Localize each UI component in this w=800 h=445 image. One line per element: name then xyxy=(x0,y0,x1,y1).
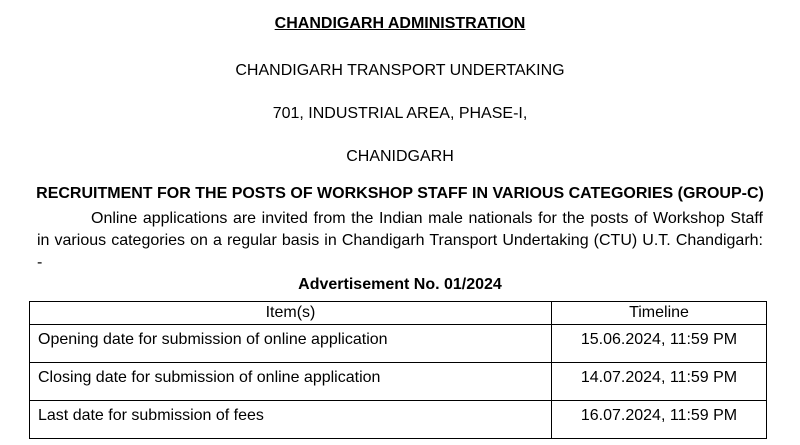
column-header-timeline: Timeline xyxy=(552,302,767,325)
table-row xyxy=(30,401,767,439)
address-line-1: 701, INDUSTRIAL AREA, PHASE-I, xyxy=(272,105,528,122)
table-cell-item: Opening date for submission of online application xyxy=(30,325,552,363)
document-title: CHANDIGARH ADMINISTRATION xyxy=(274,15,526,32)
table-cell-timeline: 16.07.2024, 11:59 PM xyxy=(552,401,767,439)
table-cell-item: Closing date for submission of online application xyxy=(30,363,552,401)
table-cell-timeline: 14.07.2024, 11:59 PM xyxy=(552,363,767,401)
address-line-2: CHANIDGARH xyxy=(346,148,454,165)
table-cell-item: Last date for submission of fees xyxy=(30,401,552,439)
table-row xyxy=(30,325,767,363)
table-row xyxy=(30,363,767,401)
organization-name: CHANDIGARH TRANSPORT UNDERTAKING xyxy=(235,62,565,79)
timeline-table xyxy=(29,301,767,439)
recruitment-heading: RECRUITMENT FOR THE POSTS OF WORKSHOP STAFF IN VARIOUS CATEGORIES (GROUP-C) xyxy=(36,185,764,202)
table-cell-timeline: 15.06.2024, 11:59 PM xyxy=(552,325,767,363)
column-header-items: Item(s) xyxy=(30,302,552,325)
advertisement-number: Advertisement No. 01/2024 xyxy=(298,276,502,293)
notice-paragraph: Online applications are invited from the Indian male nationals for the posts of Workshop Staff in various categories on a regular basis in Chandigarh Transport Undertaking (CTU) U.T. Chandigarh: - xyxy=(37,210,763,271)
table-header-row xyxy=(30,302,767,325)
